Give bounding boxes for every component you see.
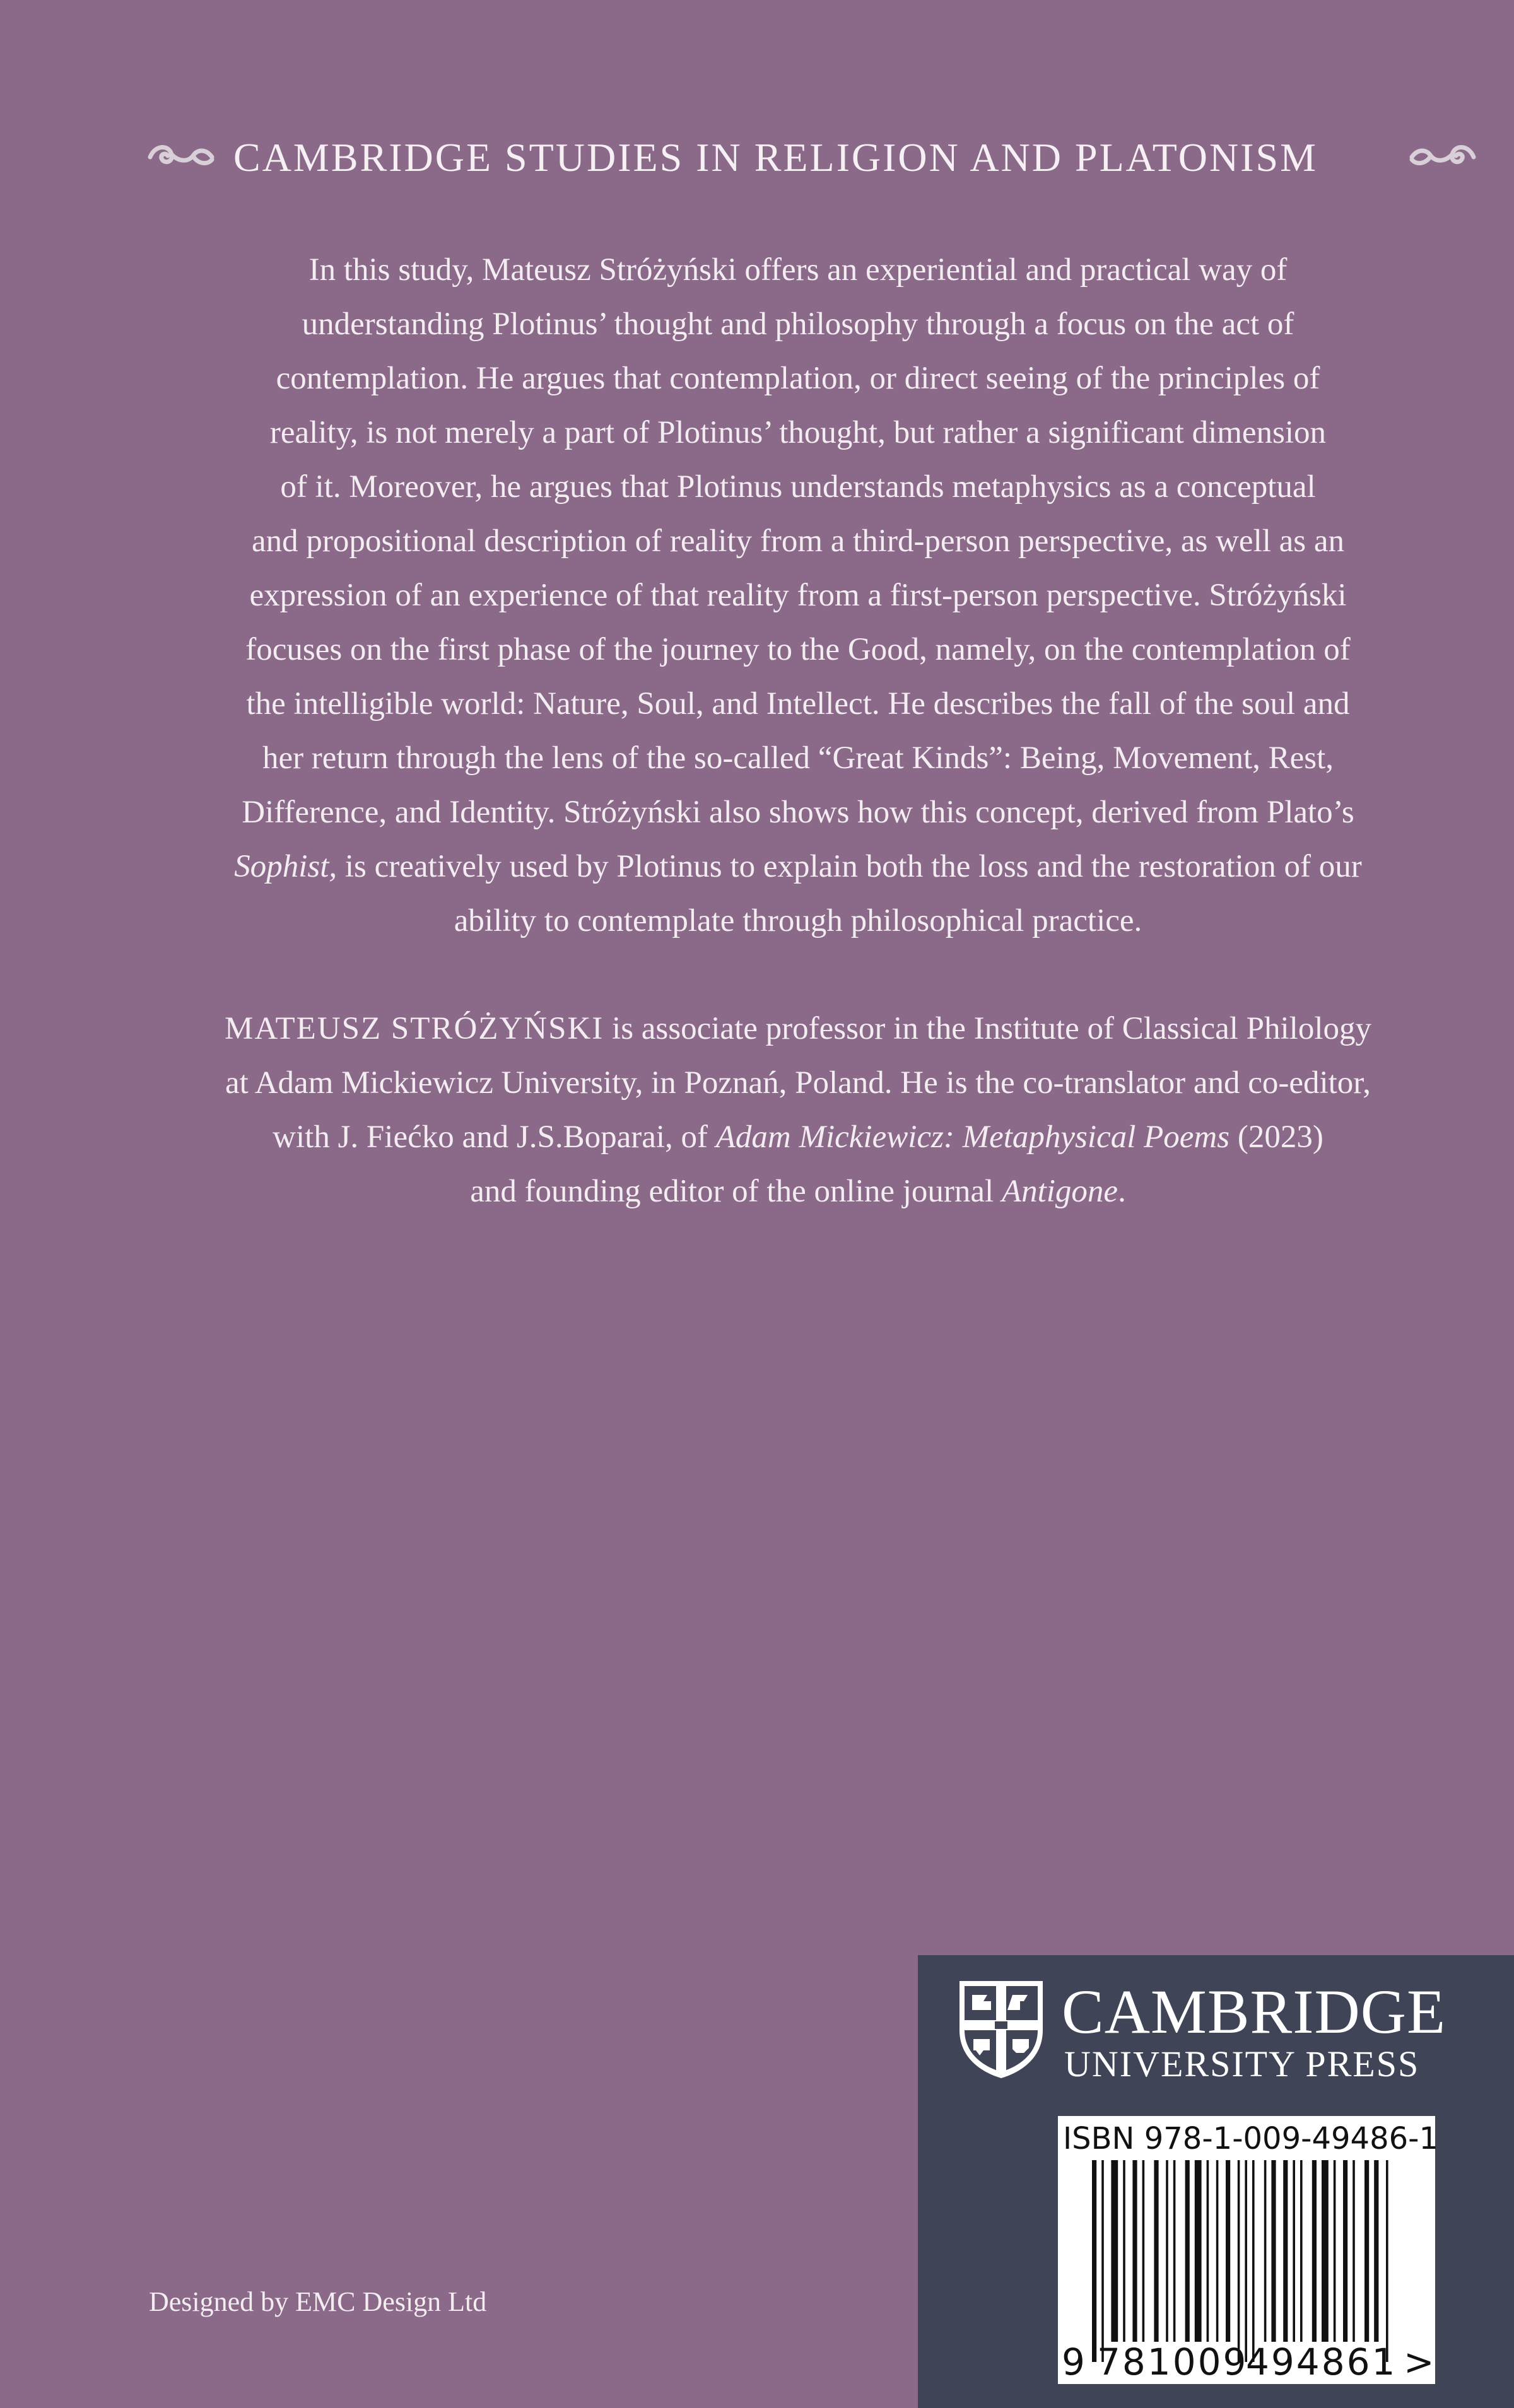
description-line xyxy=(170,839,1426,894)
barcode-bar xyxy=(1166,2160,1168,2342)
barcode-bar xyxy=(1123,2160,1125,2342)
barcode-bar xyxy=(1142,2160,1145,2342)
barcode-bar xyxy=(1252,2160,1255,2362)
barcode-bar xyxy=(1334,2160,1336,2342)
description-line: Difference, and Identity. Stróżyński also shows how this concept, derived from Plato’s xyxy=(242,795,1354,830)
barcode-bar xyxy=(1283,2160,1288,2342)
publisher-name: CAMBRIDGE xyxy=(1062,1977,1447,2047)
sophist-title: Sophist, xyxy=(234,849,337,884)
right-flourish-ornament xyxy=(1408,141,1477,173)
left-flourish-ornament xyxy=(146,141,216,173)
cambridge-shield-icon xyxy=(957,1978,1045,2079)
bio-text: and founding editor of the online journal xyxy=(470,1174,1002,1209)
barcode-bar xyxy=(1312,2160,1317,2342)
publisher-subname: UNIVERSITY PRESS xyxy=(1064,2043,1420,2084)
series-title: CAMBRIDGE STUDIES IN RELIGION AND PLATONISM xyxy=(233,135,1318,180)
barcode-bar xyxy=(1092,2160,1096,2362)
barcode-first-digit: 9 xyxy=(1062,2341,1085,2383)
author-bio xyxy=(151,1002,1445,1219)
barcode-left-digits: 781009 xyxy=(1097,2341,1248,2383)
design-credit: Designed by EMC Design Ltd xyxy=(149,2286,487,2317)
bio-line: at Adam Mickiewicz University, in Poznań, Poland. He is the co-translator and co-editor, xyxy=(225,1065,1371,1101)
barcode-bar xyxy=(1111,2160,1118,2342)
barcode-bar xyxy=(1245,2160,1247,2362)
barcode-bar xyxy=(1343,2160,1347,2342)
barcode-right-digits: 494861 xyxy=(1246,2341,1397,2383)
description-line: understanding Plotinus’ thought and philosophy through a focus on the act of xyxy=(302,307,1294,342)
description-text: is creatively used by Plotinus to explain both the loss and the restoration of our xyxy=(337,849,1362,884)
description-line: reality, is not merely a part of Plotinus’ thought, but rather a significant dimension xyxy=(269,415,1327,450)
book-title-italic: Adam Mickiewicz: Metaphysical Poems xyxy=(715,1119,1230,1155)
barcode-bar xyxy=(1207,2160,1209,2342)
description-line: contemplation. He argues that contemplation, or direct seeing of the principles of xyxy=(276,361,1320,396)
description-line: ability to contemplate through philosophical practice. xyxy=(454,903,1142,938)
barcode-bar xyxy=(1132,2160,1137,2342)
barcode-quiet-zone-marker: > xyxy=(1404,2341,1435,2383)
barcode-bar xyxy=(1374,2160,1378,2342)
description-line: of it. Moreover, he argues that Plotinus understands metaphysics as a conceptual xyxy=(280,469,1316,505)
barcode-bar xyxy=(1238,2160,1240,2362)
book-description xyxy=(170,243,1426,948)
barcode-bar xyxy=(1386,2160,1388,2362)
barcode-bar xyxy=(1322,2160,1329,2342)
barcode-bar xyxy=(1364,2160,1369,2342)
barcode-digits xyxy=(1058,2340,1435,2384)
barcode-bar xyxy=(1185,2160,1190,2342)
description-line: In this study, Mateusz Stróżyński offers an experiential and practical way of xyxy=(308,252,1288,288)
description-line: focuses on the first phase of the journey to the Good, namely, on the contemplation of xyxy=(245,632,1351,667)
bio-text: (2023) xyxy=(1229,1119,1323,1155)
barcode-bar xyxy=(1353,2160,1355,2342)
bio-line xyxy=(151,1164,1445,1219)
bio-line xyxy=(151,1002,1445,1056)
barcode-bar xyxy=(1216,2160,1219,2342)
description-line: the intelligible world: Nature, Soul, and Intellect. He describes the fall of the soul and xyxy=(246,686,1350,722)
description-line: her return through the lens of the so-called “Great Kinds”: Being, Movement, Rest, xyxy=(262,740,1334,776)
bio-text: is associate professor in the Institute of Classical Philology xyxy=(604,1011,1372,1046)
barcode-bar xyxy=(1195,2160,1202,2342)
barcode-bar xyxy=(1173,2160,1176,2342)
barcode-bar xyxy=(1101,2160,1104,2362)
barcode-bar xyxy=(1154,2160,1158,2342)
description-line: and propositional description of reality from a third-person perspective, as well as an xyxy=(251,523,1345,559)
barcode-bar xyxy=(1226,2160,1230,2342)
barcode-bar xyxy=(1271,2160,1276,2342)
bio-text: . xyxy=(1118,1174,1126,1209)
barcode-bar xyxy=(1300,2160,1303,2342)
journal-title-italic: Antigone xyxy=(1001,1174,1118,1209)
isbn-barcode xyxy=(1058,2116,1439,2384)
bio-line xyxy=(151,1110,1445,1164)
author-name: MATEUSZ STRÓŻYŃSKI xyxy=(224,1011,604,1046)
bio-text: with J. Fiećko and J.S.Boparai, of xyxy=(273,1119,716,1155)
barcode-bar xyxy=(1293,2160,1295,2342)
series-header xyxy=(0,129,1514,186)
isbn-label: ISBN 978-1-009-49486-1 xyxy=(1063,2121,1439,2156)
description-line: expression of an experience of that reality from a first-person perspective. Stróżyński xyxy=(249,578,1347,613)
publisher-panel xyxy=(918,1955,1514,2408)
barcode-bar xyxy=(1264,2160,1267,2342)
